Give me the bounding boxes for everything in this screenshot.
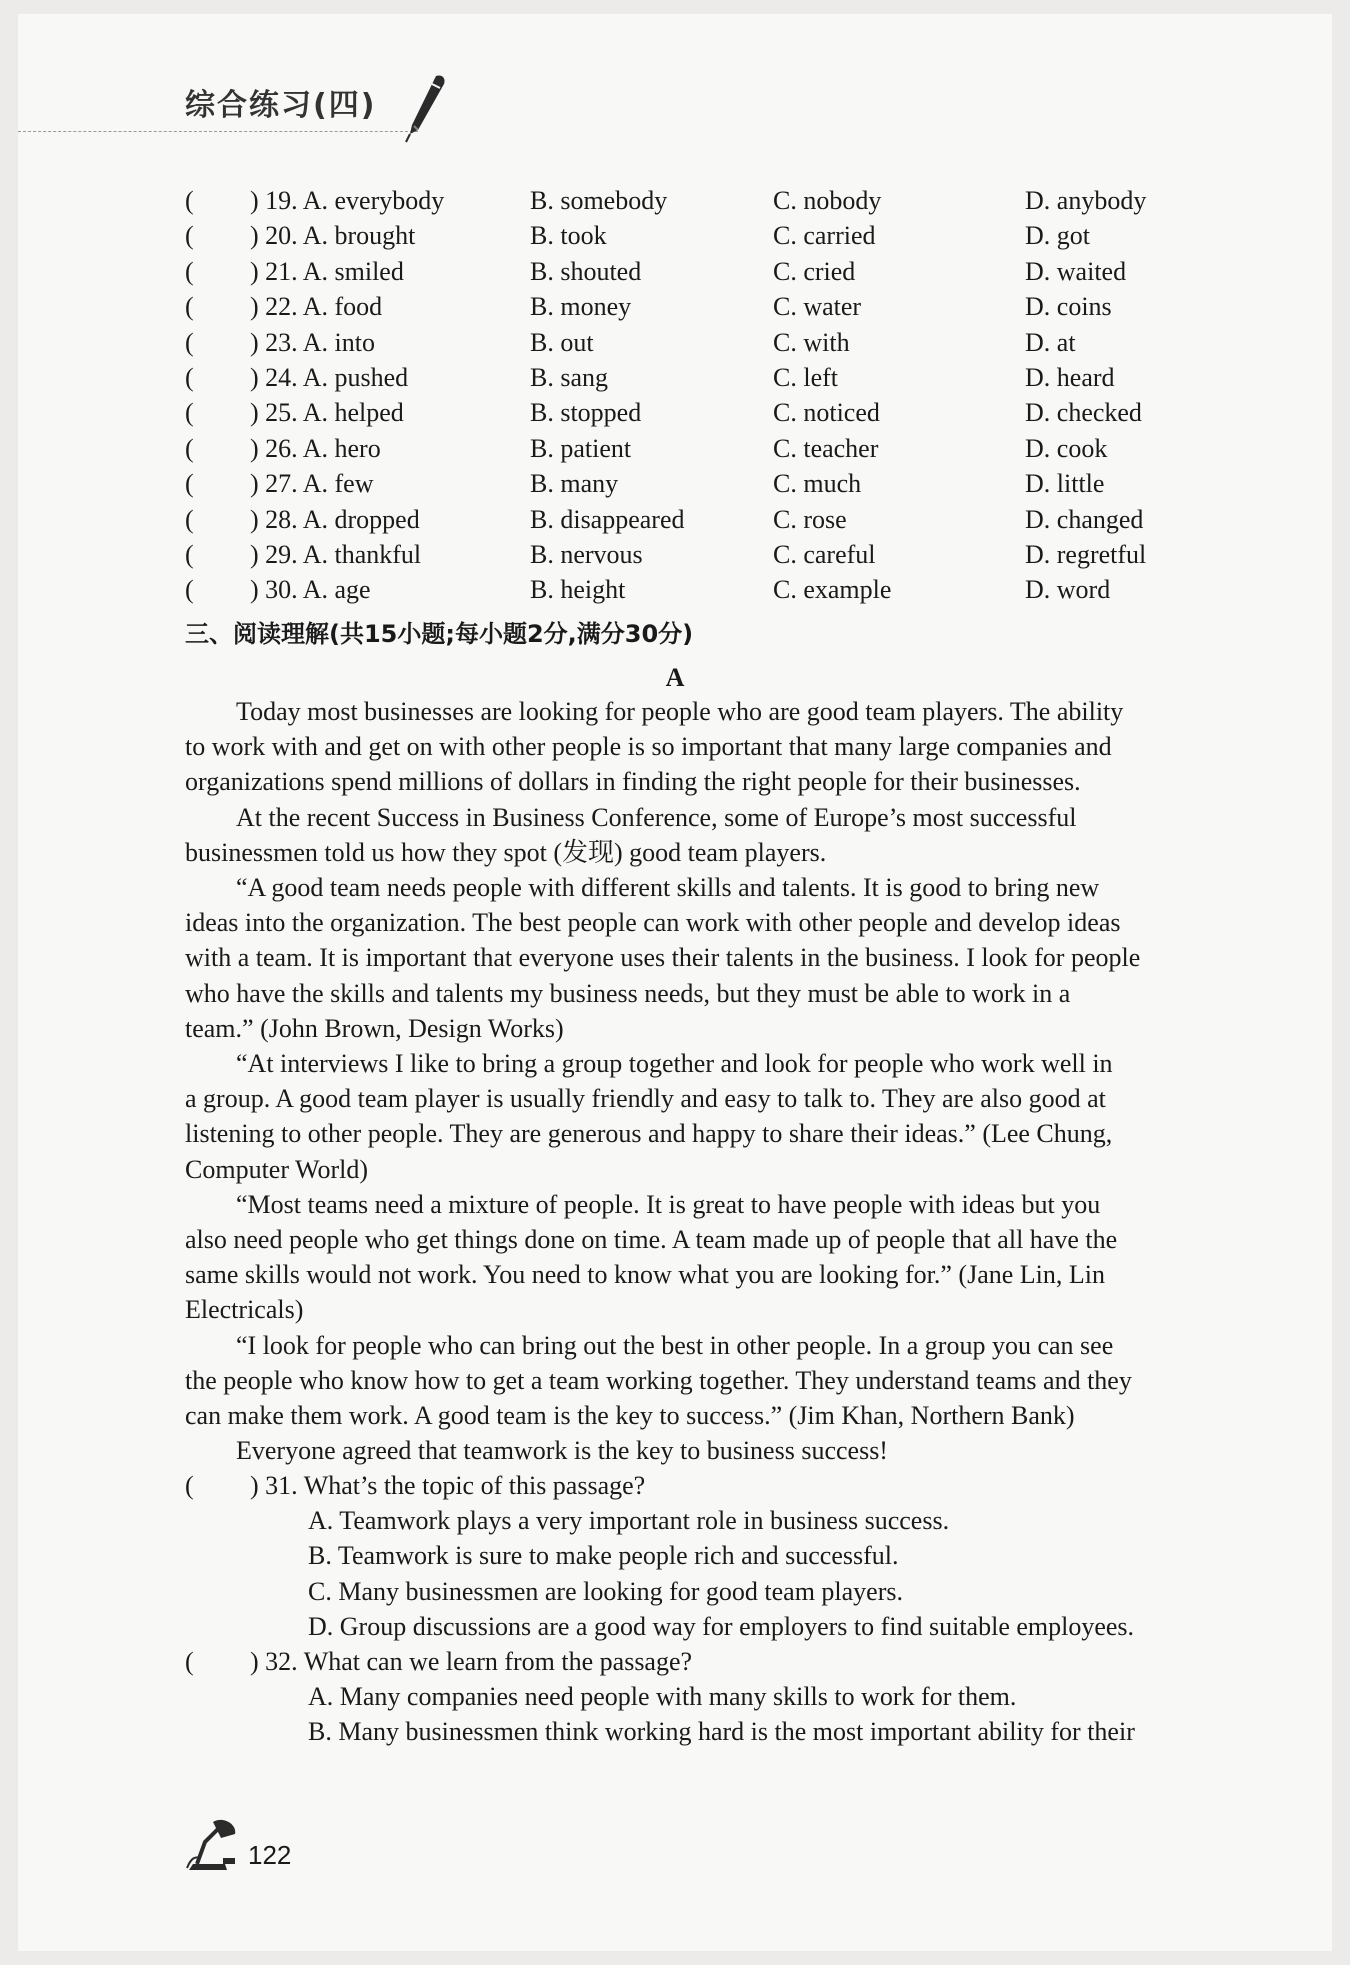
option-c: C. noticed [773,398,880,428]
answer-bracket[interactable]: ( [185,221,194,251]
option-d: D. changed [1025,504,1144,534]
question-option-a: ) 28. A. dropped [250,504,420,534]
option-d: D. regretful [1025,540,1147,569]
page-number: 122 [248,1840,292,1870]
option-b: B. somebody [530,186,668,215]
cloze-item [185,431,1185,466]
question-option-a: ) 30. A. age [250,575,371,605]
page-header-title: 综合练习(四) [185,88,377,123]
option-b: B. disappeared [530,504,685,534]
passage-line: “A good team needs people with different skills and talents. It is good to bring new [236,873,1100,902]
cloze-item [185,395,1185,430]
passage-line: Electricals) [185,1295,304,1325]
cloze-item [185,325,1185,360]
passage-line: the people who know how to get a team working together. They understand teams and they [185,1365,1132,1395]
option-d: D. at [1025,327,1076,357]
option-b: B. stopped [530,398,642,428]
answer-option: B. Teamwork is sure to make people rich and successful. [308,1541,899,1571]
question-option-a: ) 21. A. smiled [250,256,404,286]
passage-line: same skills would not work. You need to know what you are looking for.” (Jane Lin, Lin [185,1260,1105,1290]
option-c: C. teacher [773,433,879,463]
passage-line: Today most businesses are looking for people who are good team players. The ability [236,697,1124,726]
option-d: D. got [1025,221,1090,251]
cloze-item [185,360,1185,395]
cloze-item [185,572,1185,607]
passage-title: A [665,663,685,692]
option-c: C. nobody [773,186,882,215]
passage-line: can make them work. A good team is the key to success.” (Jim Khan, Northern Bank) [185,1401,1075,1430]
question-option-a: ) 19. A. everybody [250,186,445,215]
question-stem: ) 31. What’s the topic of this passage? [250,1471,646,1500]
passage-line: ideas into the organization. The best people can work with other people and develop ideas [185,908,1121,938]
cloze-item [185,289,1185,324]
answer-bracket[interactable]: ( [185,1647,194,1676]
answer-option: A. Many companies need people with many skills to work for them. [308,1682,1017,1712]
question-option-a: ) 24. A. pushed [250,363,409,392]
answer-option: C. Many businessmen are looking for good team players. [308,1576,903,1606]
option-b: B. many [530,469,619,499]
question-stem-row [185,1468,1225,1503]
option-d: D. anybody [1025,186,1147,215]
option-b: B. patient [530,433,632,463]
cloze-item [185,254,1185,289]
answer-bracket[interactable]: ( [185,363,194,392]
answer-bracket[interactable]: ( [185,469,194,499]
option-c: C. careful [773,540,876,569]
cloze-item [185,466,1185,501]
option-b: B. out [530,327,594,357]
answer-bracket[interactable]: ( [185,327,194,357]
header-divider [18,131,418,132]
option-c: C. water [773,292,862,322]
section-title: 三、阅读理解(共15小题;每小题2分,满分30分) [185,620,694,648]
passage-line: team.” (John Brown, Design Works) [185,1013,564,1043]
answer-bracket[interactable]: ( [185,540,194,569]
passage-line: “I look for people who can bring out the best in other people. In a group you can see [236,1330,1114,1360]
option-b: B. money [530,292,632,322]
option-c: C. example [773,575,892,605]
option-d: D. coins [1025,292,1112,322]
answer-bracket[interactable]: ( [185,575,194,605]
option-d: D. heard [1025,363,1115,392]
answer-bracket[interactable]: ( [185,504,194,534]
option-b: B. took [530,221,607,251]
passage-line: to work with and get on with other people is so important that many large companies and [185,732,1112,762]
option-c: C. rose [773,504,847,534]
passage-line: “At interviews I like to bring a group together and look for people who work well in [236,1049,1113,1078]
question-option-a: ) 26. A. hero [250,433,381,463]
option-b: B. shouted [530,256,642,286]
question-option-a: ) 25. A. helped [250,398,404,428]
passage-line: listening to other people. They are generous and happy to share their ideas.” (Lee Chung, [185,1119,1113,1149]
option-b: B. height [530,575,626,605]
option-d: D. little [1025,469,1105,499]
question-option-a: ) 22. A. food [250,292,383,322]
answer-bracket[interactable]: ( [185,186,194,215]
passage-line: businessmen told us how they spot (发现) good team players. [185,837,827,867]
cloze-item [185,537,1185,572]
question-stem-row [185,1644,1225,1679]
desk-lamp-icon [183,1818,243,1874]
passage-line: “Most teams need a mixture of people. It is great to have people with ideas but you [236,1189,1101,1219]
passage-line: with a team. It is important that everyone uses their talents in the business. I look for people [185,943,1141,973]
passage-line: who have the skills and talents my business needs, but they must be able to work in a [185,978,1071,1008]
question-option-a: ) 27. A. few [250,469,374,499]
option-b: B. sang [530,363,608,392]
option-c: C. cried [773,256,856,286]
answer-bracket[interactable]: ( [185,398,194,428]
answer-option: D. Group discussions are a good way for employers to find suitable employees. [308,1611,1135,1641]
option-c: C. left [773,363,838,392]
cloze-item [185,218,1185,253]
answer-bracket[interactable]: ( [185,433,194,463]
passage-line: Computer World) [185,1154,369,1184]
question-stem: ) 32. What can we learn from the passage? [250,1647,693,1676]
answer-bracket[interactable]: ( [185,1471,194,1500]
answer-bracket[interactable]: ( [185,292,194,322]
passage-line: organizations spend millions of dollars in finding the right people for their businesses. [185,767,1081,797]
passage-line: Everyone agreed that teamwork is the key to business success! [236,1436,888,1466]
pen-icon [402,74,448,144]
answer-bracket[interactable]: ( [185,256,194,286]
question-option-a: ) 23. A. into [250,327,375,357]
option-d: D. waited [1025,256,1127,286]
passage-line: also need people who get things done on time. A team made up of people that all have the [185,1225,1118,1254]
option-c: C. much [773,469,862,499]
option-b: B. nervous [530,540,643,569]
cloze-item [185,183,1185,218]
cloze-item [185,502,1185,537]
option-d: D. word [1025,575,1111,605]
question-option-a: ) 29. A. thankful [250,540,422,569]
option-c: C. carried [773,221,876,251]
answer-option: A. Teamwork plays a very important role in business success. [308,1506,950,1536]
question-option-a: ) 20. A. brought [250,221,416,251]
passage-line: At the recent Success in Business Conference, some of Europe’s most successful [236,802,1077,832]
passage-line: a group. A good team player is usually friendly and easy to talk to. They are also good at [185,1084,1106,1114]
answer-option: B. Many businessmen think working hard is the most important ability for their [308,1717,1135,1747]
option-d: D. checked [1025,398,1142,428]
option-c: C. with [773,327,850,357]
option-d: D. cook [1025,433,1108,463]
